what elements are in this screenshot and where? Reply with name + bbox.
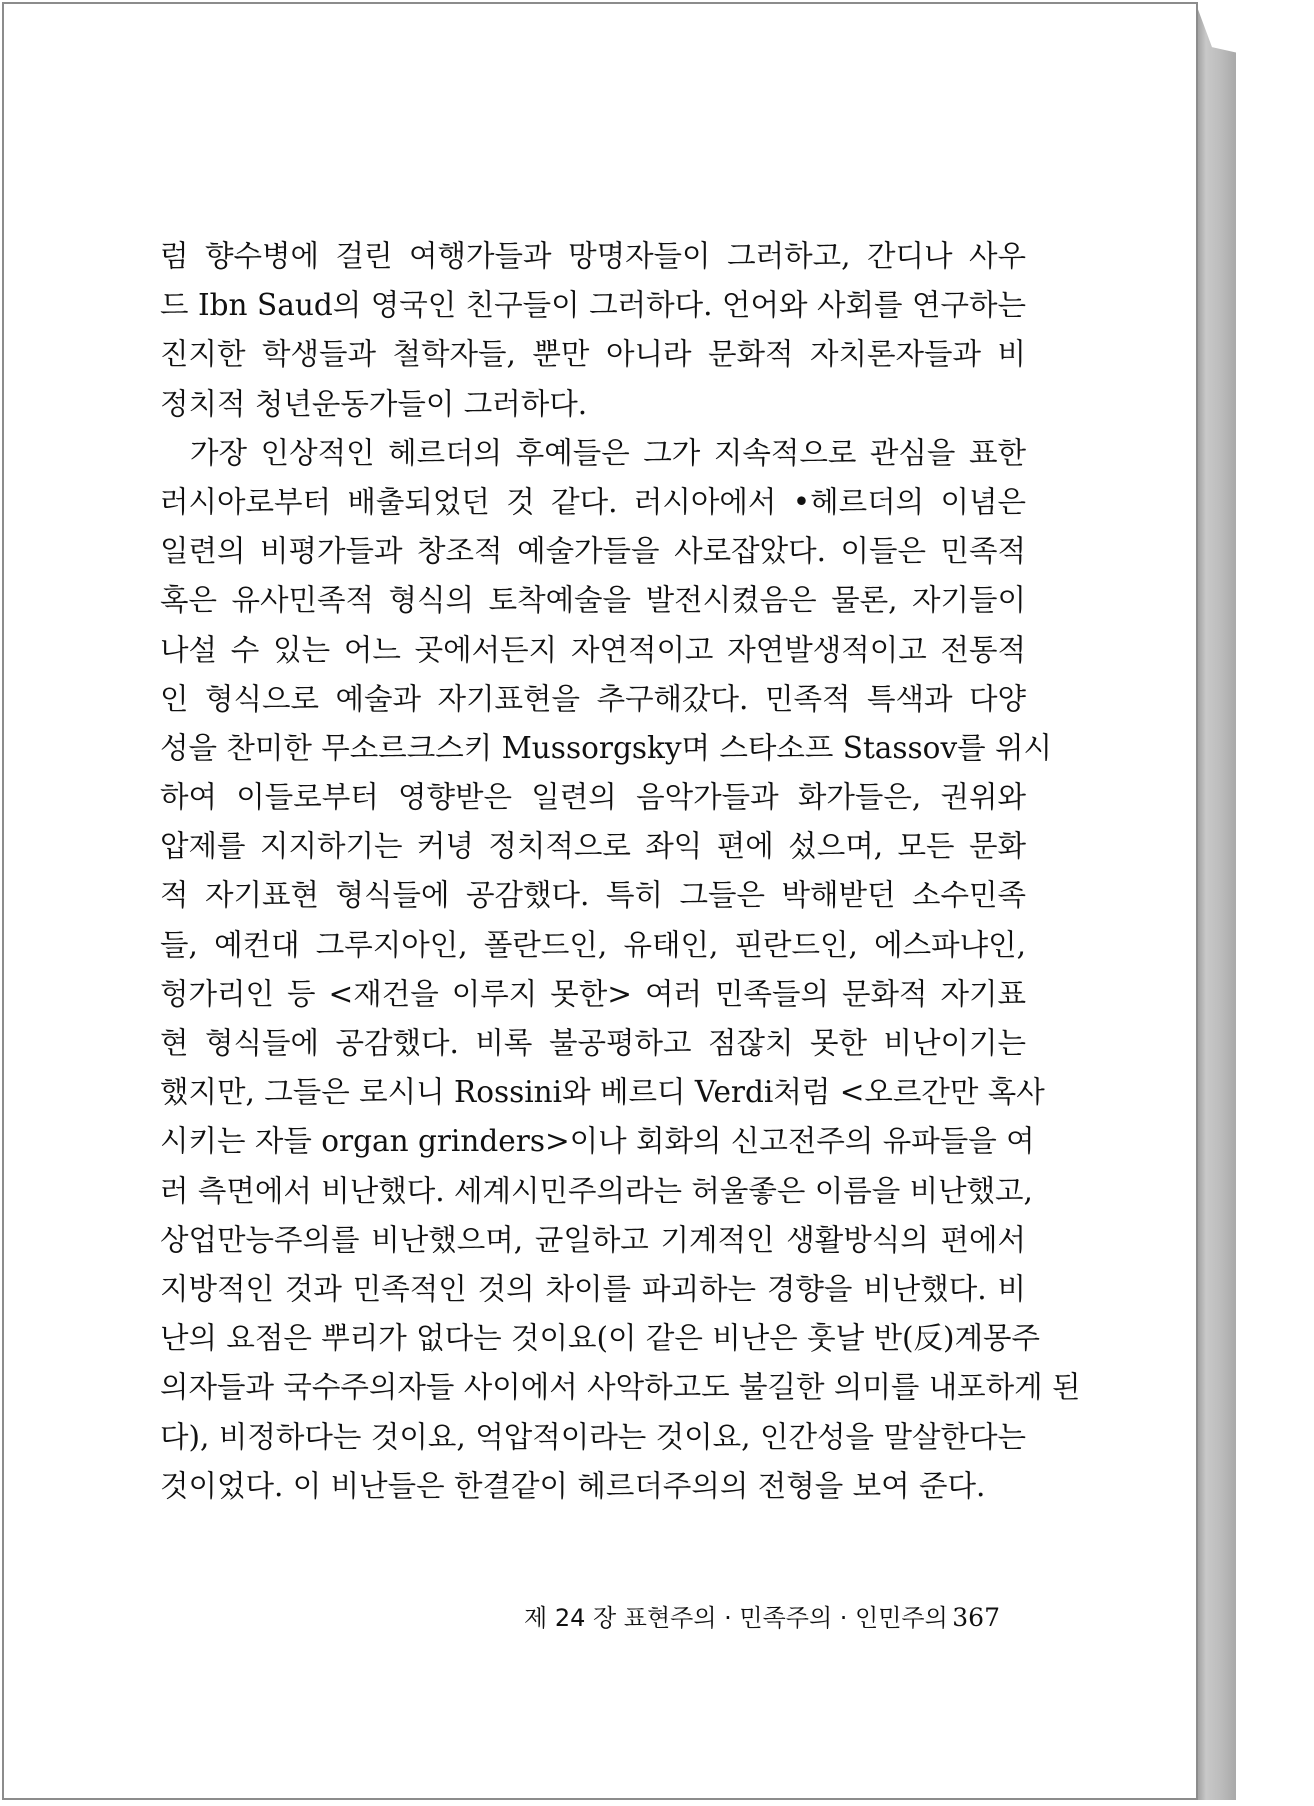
text-line: 혹은 유사민족적 형식의 토착예술을 발전시켰음은 물론, 자기들이 <box>160 583 1026 618</box>
text-line: 가장 인상적인 헤르더의 후예들은 그가 지속적으로 관심을 표한 <box>190 435 1026 470</box>
page-number: 367 <box>952 1603 1000 1632</box>
text-line: 럼 향수병에 걸린 여행가들과 망명자들이 그러하고, 간디나 사우 <box>160 239 1026 273</box>
text-line: 일련의 비평가들과 창조적 예술가들을 사로잡았다. 이들은 민족적 <box>160 534 1026 569</box>
text-line: 시키는 자들 organ grinders>이나 회화의 신고전주의 유파들을 여 <box>160 1124 1035 1159</box>
page-edge-shadow <box>1196 4 1236 1800</box>
text-line: 것이었다. 이 비난들은 한결같이 헤르더주의의 전형을 보여 준다. <box>160 1468 986 1503</box>
running-head: 제 24 장 표현주의 · 민족주의 · 인민주의 <box>524 1604 948 1632</box>
text-line: 정치적 청년운동가들이 그러하다. <box>160 386 588 421</box>
text-line: 인 형식으로 예술과 자기표현을 추구해갔다. 민족적 특색과 다양 <box>160 681 1026 716</box>
text-line: 다), 비정하다는 것이요, 억압적이라는 것이요, 인간성을 말살한다는 <box>160 1419 1026 1454</box>
text-line: 의자들과 국수주의자들 사이에서 사악하고도 불길한 의미를 내포하게 된 <box>160 1370 1081 1405</box>
text-line: 성을 찬미한 무소르크스키 Mussorgsky며 스타소프 Stassov를 위시 <box>160 730 1052 765</box>
text-line: 러 측면에서 비난했다. 세계시민주의라는 허울좋은 이름을 비난했고, <box>160 1173 1033 1208</box>
text-line: 적 자기표현 형식들에 공감했다. 특히 그들은 박해받던 소수민족 <box>160 878 1026 913</box>
text-line: 현 형식들에 공감했다. 비록 불공평하고 점잖치 못한 비난이기는 <box>160 1026 1026 1060</box>
text-line: 했지만, 그들은 로시니 Rossini와 베르디 Verdi처럼 <오르간만 혹사 <box>160 1075 1045 1110</box>
book-page <box>2 2 1198 1800</box>
body-text <box>160 232 1081 1511</box>
text-line: 진지한 학생들과 철학자들, 뿐만 아니라 문화적 자치론자들과 비 <box>160 337 1026 372</box>
text-line: 드 Ibn Saud의 영국인 친구들이 그러하다. 언어와 사회를 연구하는 <box>160 288 1026 323</box>
text-line: 나설 수 있는 어느 곳에서든지 자연적이고 자연발생적이고 전통적 <box>160 632 1026 667</box>
page-footer <box>524 1598 1000 1633</box>
text-line: 상업만능주의를 비난했으며, 균일하고 기계적인 생활방식의 편에서 <box>160 1222 1026 1257</box>
text-line: 헝가리인 등 <재건을 이루지 못한> 여러 민족들의 문화적 자기표 <box>160 976 1026 1011</box>
text-line: 들, 예컨대 그루지아인, 폴란드인, 유태인, 핀란드인, 에스파냐인, <box>160 927 1026 962</box>
text-line: 지방적인 것과 민족적인 것의 차이를 파괴하는 경향을 비난했다. 비 <box>160 1271 1026 1306</box>
text-line: 러시아로부터 배출되었던 것 같다. 러시아에서 •헤르더의 이념은 <box>160 484 1026 519</box>
text-line: 난의 요점은 뿌리가 없다는 것이요(이 같은 비난은 훗날 반(反)계몽주 <box>160 1321 1040 1356</box>
text-line: 하여 이들로부터 영향받은 일련의 음악가들과 화가들은, 권위와 <box>160 780 1026 815</box>
text-line: 압제를 지지하기는 커녕 정치적으로 좌익 편에 섰으며, 모든 문화 <box>160 829 1026 864</box>
